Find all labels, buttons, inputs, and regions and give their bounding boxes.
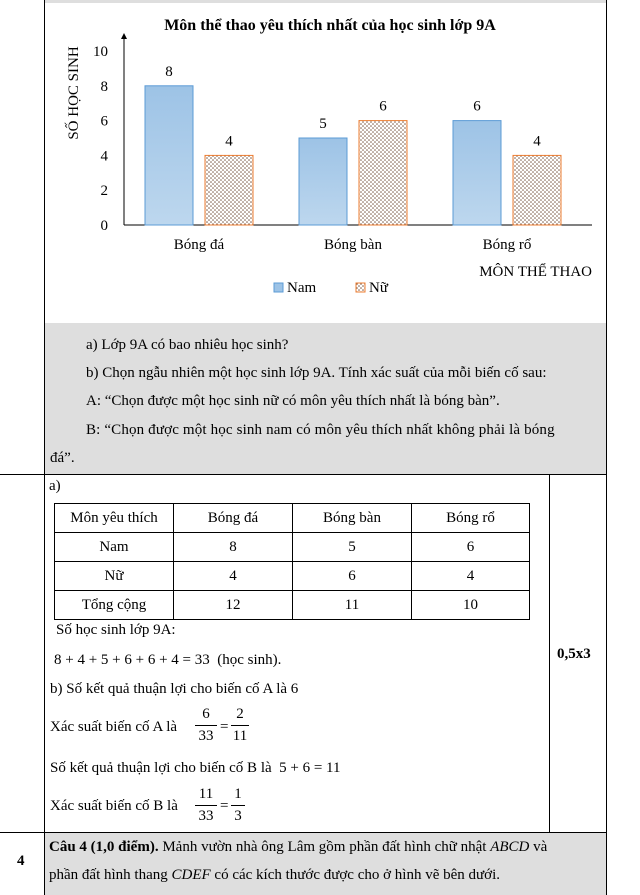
prob-b-label: Xác suất biến cố B là: [50, 798, 178, 814]
y-axis-label: SỐ HỌC SINH: [66, 46, 82, 140]
y-tick-label: 10: [93, 44, 108, 60]
table-cell: 4: [412, 562, 530, 591]
prob-a-fraction2: [231, 706, 249, 745]
total-unit: (học sinh).: [217, 652, 282, 668]
q4-text1: Mảnh vườn nhà ông Lâm gồm phần đất hình chữ nhật: [158, 839, 491, 855]
prob-a-fraction1: [195, 706, 217, 745]
fraction-numerator: 1: [234, 786, 242, 802]
table-cell: 4: [174, 562, 293, 591]
q4-line2: [49, 866, 500, 884]
table-cell: 5: [293, 533, 412, 562]
question-b: b) Chọn ngẫu nhiên một học sinh lớp 9A. Tính xác suất của mỗi biến cố sau:: [86, 365, 547, 381]
y-tick-label: 0: [100, 218, 108, 234]
equals-sign: =: [220, 798, 229, 814]
q4-number: 4: [17, 853, 25, 869]
event-a: A: “Chọn được một học sinh nữ có môn yêu thích nhất là bóng bàn”.: [86, 393, 500, 409]
section-divider: [0, 474, 607, 475]
x-tick-label: Bóng rổ: [482, 237, 532, 253]
y-tick-label: 6: [100, 113, 108, 130]
bar-nam: [453, 121, 501, 225]
q4-text2: và: [529, 839, 548, 855]
prob-b-fraction1: [195, 786, 217, 825]
bar-chart: [44, 3, 606, 323]
y-tick-label: 4: [100, 148, 108, 165]
y-axis-arrow: [121, 33, 127, 39]
answer-table: [54, 503, 530, 620]
fav-b-line: [50, 759, 341, 777]
table-cell: Nam: [55, 533, 174, 562]
answer-b-line: b) Số kết quả thuận lợi cho biến cố A là 6: [50, 681, 299, 697]
y-tick-label: 8: [100, 78, 108, 95]
fraction-denominator: 33: [198, 728, 214, 744]
score-col-border-left: [549, 474, 550, 833]
table-row: [55, 591, 530, 620]
total-expression: 8 + 4 + 5 + 6 + 6 + 4 = 33: [54, 652, 210, 668]
data-label: 4: [533, 133, 541, 150]
total-label: Số học sinh lớp 9A:: [56, 622, 176, 638]
equals-sign: =: [220, 719, 229, 735]
score: 0,5x3: [557, 646, 591, 662]
fav-b-expression: 5 + 6 = 11: [279, 760, 341, 776]
legend-swatch: [356, 283, 365, 292]
data-label: 5: [319, 116, 327, 132]
table-cell: 8: [174, 533, 293, 562]
fraction-numerator: 11: [198, 786, 214, 802]
left-col-border: [44, 0, 45, 895]
fraction-denominator: 3: [234, 808, 242, 824]
fraction-numerator: 2: [236, 706, 244, 722]
legend-swatch: [274, 283, 283, 292]
table-cell: Bóng rổ: [412, 504, 530, 533]
table-cell: Bóng bàn: [293, 504, 412, 533]
data-label: 6: [379, 98, 387, 115]
right-border: [606, 0, 607, 895]
bar-nu: [513, 155, 561, 225]
x-tick-label: Bóng đá: [173, 237, 225, 253]
fraction-denominator: 11: [232, 728, 248, 744]
q4-cdef: CDEF: [171, 867, 211, 883]
table-cell: 6: [293, 562, 412, 591]
bar-nam: [145, 86, 193, 225]
prob-b-fraction2: [231, 786, 245, 825]
table-cell: Tổng cộng: [55, 591, 174, 620]
bar-nu: [359, 121, 407, 225]
event-b-line2: đá”.: [50, 450, 75, 466]
x-axis-label: MÔN THỂ THAO: [479, 264, 592, 280]
data-label: 4: [225, 133, 233, 150]
section-divider: [0, 832, 607, 833]
table-cell: 6: [412, 533, 530, 562]
total-line: [54, 651, 281, 669]
y-tick-label: 2: [100, 183, 108, 200]
event-b-line1: B: “Chọn được một học sinh nam có môn yêu thích nhất không phải là bóng: [86, 422, 555, 438]
table-row: [55, 562, 530, 591]
legend-label: Nữ: [369, 280, 388, 296]
prob-a-label: Xác suất biến cố A là: [50, 719, 178, 735]
table-cell: 10: [412, 591, 530, 620]
chart-area: [44, 3, 606, 323]
fraction-denominator: 33: [198, 808, 214, 824]
table-header-row: [55, 504, 530, 533]
bar-nam: [299, 138, 347, 225]
table-cell: Nữ: [55, 562, 174, 591]
fraction-numerator: 6: [202, 706, 210, 722]
table-cell: Bóng đá: [174, 504, 293, 533]
q4-line2a: phần đất hình thang: [49, 867, 172, 883]
q4-abcd: ABCD: [490, 839, 530, 855]
legend-label: Nam: [287, 280, 317, 296]
fav-b-label: Số kết quả thuận lợi cho biến cố B là: [50, 760, 272, 776]
table-row: [55, 533, 530, 562]
chart-title: Môn thể thao yêu thích nhất của học sinh lớp 9A: [164, 17, 496, 34]
x-tick-label: Bóng bàn: [324, 237, 382, 253]
table-cell: 12: [174, 591, 293, 620]
table-cell: Môn yêu thích: [55, 504, 174, 533]
table-cell: 11: [293, 591, 412, 620]
q4-line1: [49, 838, 547, 856]
data-label: 8: [165, 63, 173, 80]
bar-nu: [205, 155, 253, 225]
question-a: a) Lớp 9A có bao nhiêu học sinh?: [86, 337, 289, 353]
answer-a-label: a): [49, 478, 61, 494]
q4-line2b: có các kích thước được cho ở hình vẽ bên dưới.: [210, 867, 501, 883]
q4-title: Câu 4 (1,0 điểm).: [49, 839, 159, 855]
data-label: 6: [473, 98, 481, 115]
